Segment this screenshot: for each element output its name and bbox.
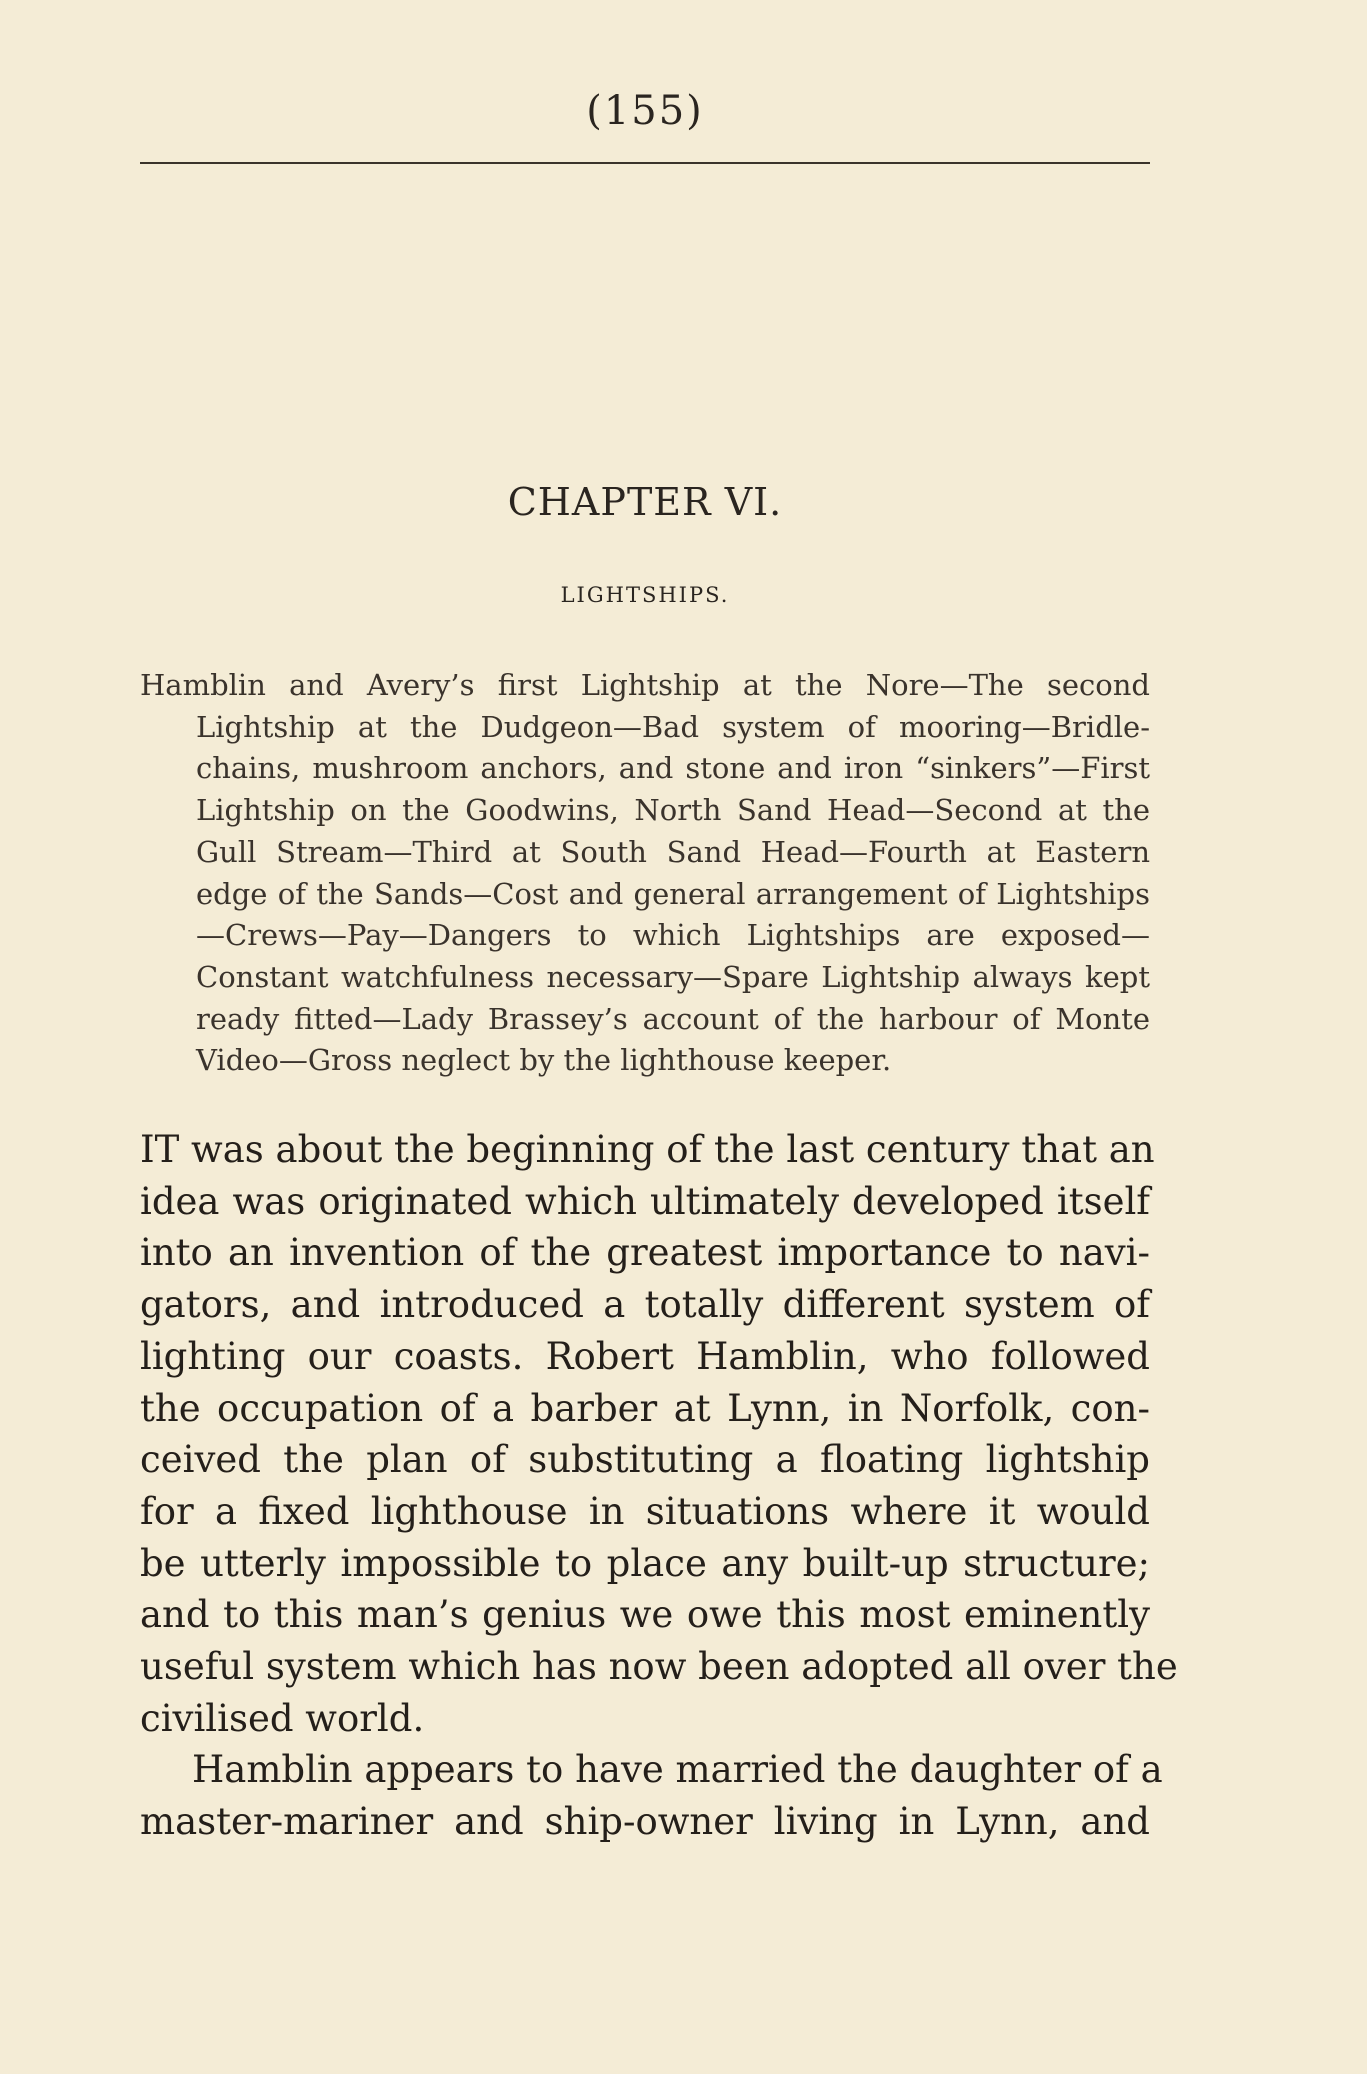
body-line: the occupation of a barber at Lynn, in Norfolk, con- xyxy=(140,1386,1150,1430)
page-number: 155 xyxy=(603,88,687,134)
synopsis-line: Video—Gross neglect by the lighthouse keeper. xyxy=(196,1043,892,1078)
body-line: for a fixed lighthouse in situations where it would xyxy=(140,1489,1150,1533)
header-rule xyxy=(140,162,1150,164)
body-text xyxy=(140,1124,1178,1848)
synopsis-line: Constant watchfulness necessary—Spare Lightship always kept xyxy=(196,959,1150,994)
synopsis-line: Gull Stream—Third at South Sand Head—Fourth at Eastern xyxy=(196,834,1150,869)
body-line: master-mariner and ship-owner living in Lynn, and xyxy=(140,1800,1150,1844)
synopsis-line: edge of the Sands—Cost and general arrangement of Lightships xyxy=(196,876,1150,911)
body-line: lighting our coasts. Robert Hamblin, who followed xyxy=(140,1334,1150,1378)
chapter-subtitle: LIGHTSHIPS. xyxy=(560,583,730,607)
chapter-title: CHAPTER VI. xyxy=(507,480,783,524)
page-header xyxy=(140,88,1150,134)
page-number-close-paren: ) xyxy=(686,88,704,134)
synopsis-line: ready fitted—Lady Brassey’s account of the harbour of Monte xyxy=(196,1001,1150,1036)
synopsis-line: Hamblin and Avery’s first Lightship at the Nore—The second xyxy=(140,668,1150,702)
synopsis-line: Lightship on the Goodwins, North Sand Head—Second at the xyxy=(196,793,1150,828)
body-line: Hamblin appears to have married the daughter of a xyxy=(192,1748,1163,1792)
chapter-synopsis xyxy=(140,665,1150,1082)
body-line: and to this man’s genius we owe this most eminently xyxy=(140,1593,1150,1637)
synopsis-line: —Crews—Pay—Dangers to which Lightships are exposed— xyxy=(196,918,1150,953)
body-line: idea was originated which ultimately developed itself xyxy=(140,1179,1150,1223)
page-number-open-paren: ( xyxy=(586,88,604,134)
body-line: ceived the plan of substituting a floating lightship xyxy=(140,1438,1150,1482)
body-line: gators, and introduced a totally different system of xyxy=(140,1283,1150,1327)
synopsis-line: Lightship at the Dudgeon—Bad system of mooring—Bridle- xyxy=(196,709,1150,744)
body-line: civilised world. xyxy=(140,1696,425,1740)
synopsis-line: chains, mushroom anchors, and stone and iron “sinkers”—First xyxy=(196,751,1150,786)
body-line: into an invention of the greatest importance to navi- xyxy=(140,1231,1150,1275)
body-line: be utterly impossible to place any built-up structure; xyxy=(140,1541,1150,1585)
body-line: IT was about the beginning of the last century that an xyxy=(140,1128,1155,1171)
body-line: useful system which has now been adopted all over the xyxy=(140,1645,1178,1689)
